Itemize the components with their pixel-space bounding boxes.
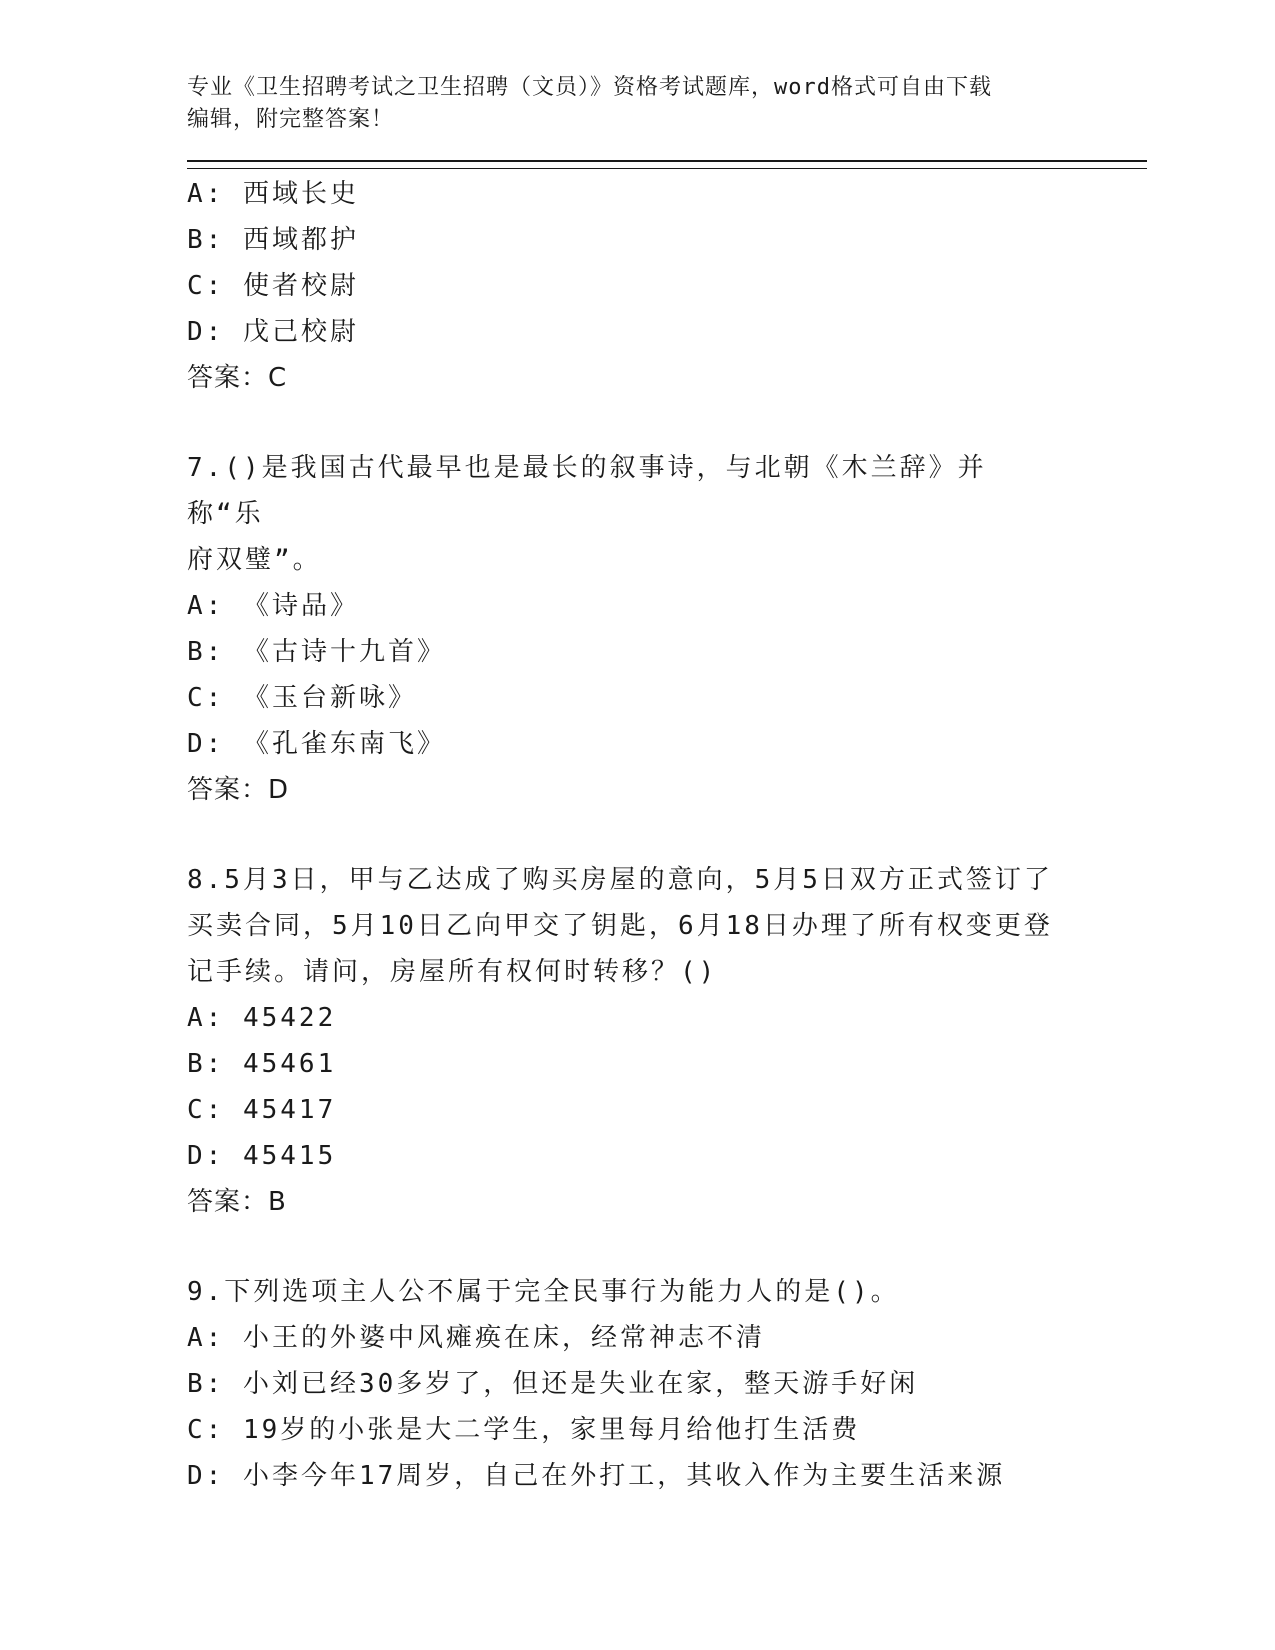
option-a: A: 《诗品》 bbox=[187, 591, 359, 621]
option-d: D: 戊己校尉 bbox=[187, 317, 359, 347]
option-b: B: 西域都护 bbox=[187, 225, 359, 255]
option-a: A: 45422 bbox=[187, 1003, 337, 1033]
option-d: D: 45415 bbox=[187, 1141, 337, 1171]
answer-line: 答案：C bbox=[187, 363, 288, 393]
option-b: B: 45461 bbox=[187, 1049, 337, 1079]
question-9 bbox=[187, 1269, 1147, 1499]
option-b: B: 小刘已经30多岁了，但还是失业在家，整天游手好闲 bbox=[187, 1369, 919, 1399]
question-8 bbox=[187, 857, 1147, 1225]
option-a: A: 西域长史 bbox=[187, 179, 359, 209]
question-text: 8.5月3日，甲与乙达成了购买房屋的意向，5月5日双方正式签订了 买卖合同，5月10日乙向甲交了钥匙，6月18日办理了所有权变更登 记手续。请问，房屋所有权何时转移？() bbox=[187, 865, 1053, 987]
spacer bbox=[187, 401, 1147, 445]
option-d: D: 《孔雀东南飞》 bbox=[187, 729, 446, 759]
option-c: C: 《玉台新咏》 bbox=[187, 683, 417, 713]
question-7 bbox=[187, 445, 1147, 813]
document-page bbox=[187, 72, 1147, 1499]
document-header bbox=[187, 72, 1067, 136]
header-divider bbox=[187, 160, 1147, 169]
option-b: B: 《古诗十九首》 bbox=[187, 637, 446, 667]
option-d: D: 小李今年17周岁，自己在外打工，其收入作为主要生活来源 bbox=[187, 1461, 1006, 1491]
question-6 bbox=[187, 171, 1147, 401]
spacer bbox=[187, 813, 1147, 857]
option-a: A: 小王的外婆中风瘫痪在床，经常神志不清 bbox=[187, 1323, 765, 1353]
question-text: 7.()是我国古代最早也是最长的叙事诗，与北朝《木兰辞》并称“乐 府双璧”。 bbox=[187, 453, 987, 575]
question-text: 9.下列选项主人公不属于完全民事行为能力人的是()。 bbox=[187, 1277, 900, 1307]
header-line-2: 编辑，附完整答案！ bbox=[187, 107, 395, 132]
spacer bbox=[187, 1225, 1147, 1269]
option-c: C: 45417 bbox=[187, 1095, 337, 1125]
answer-line: 答案：D bbox=[187, 775, 290, 805]
header-line-1: 专业《卫生招聘考试之卫生招聘（文员）》资格考试题库，word格式可自由下载 bbox=[187, 75, 992, 100]
answer-line: 答案：B bbox=[187, 1187, 287, 1217]
option-c: C: 19岁的小张是大二学生，家里每月给他打生活费 bbox=[187, 1415, 861, 1445]
option-c: C: 使者校尉 bbox=[187, 271, 359, 301]
